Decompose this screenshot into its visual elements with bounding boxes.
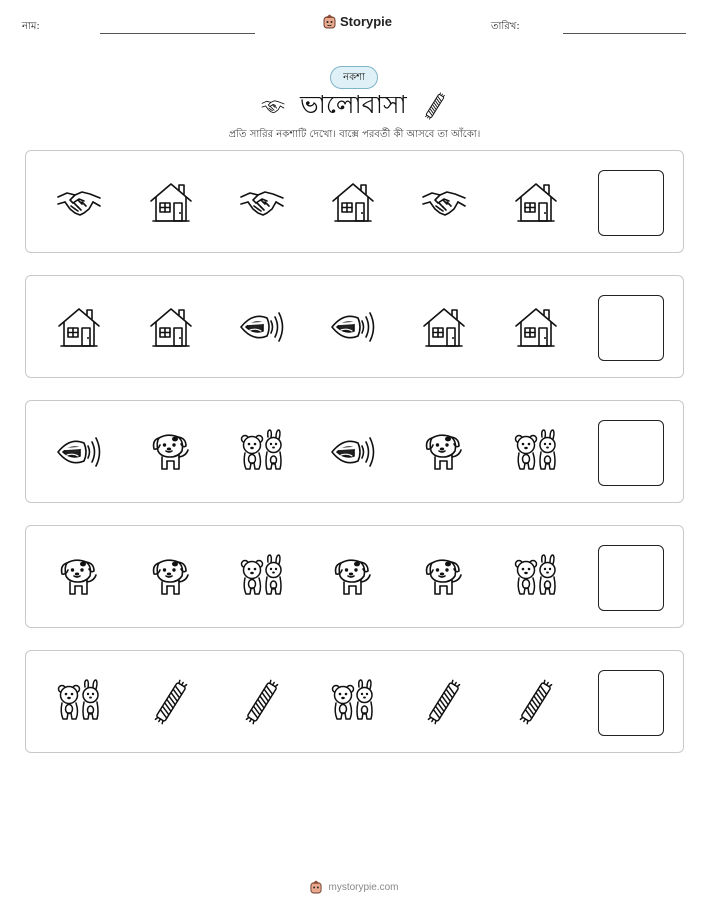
pattern-cell [56, 679, 102, 725]
pattern-cell [421, 679, 467, 725]
teddy-bear-bunny-icon [513, 554, 559, 600]
date-field-line[interactable] [563, 33, 686, 34]
answer-drawing-box[interactable] [598, 670, 664, 736]
pattern-cell [239, 179, 285, 225]
name-label: নাম: [22, 21, 40, 32]
pattern-row-2 [25, 275, 684, 378]
teddy-bear-bunny-icon [239, 554, 285, 600]
rope-icon [421, 90, 449, 122]
handshake-icon [421, 179, 467, 225]
pattern-cell [513, 429, 559, 475]
teddy-bear-bunny-icon [239, 429, 285, 475]
worksheet-title-row [0, 90, 709, 124]
speaking-mouth-icon [239, 304, 285, 350]
pattern-cell [330, 179, 376, 225]
teddy-bear-bunny-icon [330, 679, 376, 725]
puppy-icon [148, 554, 194, 600]
pattern-cell [148, 179, 194, 225]
house-icon [148, 179, 194, 225]
rope-icon [513, 679, 559, 725]
answer-drawing-box[interactable] [598, 545, 664, 611]
pattern-cell [56, 554, 102, 600]
puppy-icon [56, 554, 102, 600]
pattern-cell [148, 554, 194, 600]
pattern-cell [239, 554, 285, 600]
name-field-line[interactable] [100, 33, 255, 34]
pattern-cell [513, 554, 559, 600]
answer-drawing-box[interactable] [598, 295, 664, 361]
rope-icon [239, 679, 285, 725]
category-tag: নকশা [330, 66, 378, 89]
rope-icon [421, 679, 467, 725]
puppy-icon [421, 554, 467, 600]
pattern-cell [148, 429, 194, 475]
house-icon [513, 304, 559, 350]
pattern-cell [330, 429, 376, 475]
answer-drawing-box[interactable] [598, 420, 664, 486]
pattern-cell [56, 304, 102, 350]
pattern-cell [330, 679, 376, 725]
pattern-row-4 [25, 525, 684, 628]
pattern-cell [421, 554, 467, 600]
storypie-mascot-icon [323, 14, 336, 29]
brand-name: Storypie [340, 14, 393, 29]
pattern-cell [148, 679, 194, 725]
footer-site-link[interactable]: mystorypie.com [328, 881, 399, 893]
pattern-cell [421, 429, 467, 475]
handshake-icon [239, 179, 285, 225]
pattern-cell [513, 304, 559, 350]
rope-icon [148, 679, 194, 725]
pattern-cell [239, 679, 285, 725]
pattern-cell [56, 429, 102, 475]
pattern-cell [239, 429, 285, 475]
house-icon [148, 304, 194, 350]
house-icon [513, 179, 559, 225]
puppy-icon [330, 554, 376, 600]
instructions-text: প্রতি সারির নকশাটি দেখো। বাক্সে পরবর্তী কী আসবে তা আঁকো। [228, 129, 481, 140]
footer [0, 880, 709, 894]
pattern-cell [330, 554, 376, 600]
worksheet-title: ভালোবাসা [300, 90, 407, 119]
house-icon [56, 304, 102, 350]
brand-logo [323, 14, 392, 29]
speaking-mouth-icon [330, 429, 376, 475]
pattern-row-5 [25, 650, 684, 753]
speaking-mouth-icon [330, 304, 376, 350]
teddy-bear-bunny-icon [513, 429, 559, 475]
puppy-icon [148, 429, 194, 475]
pattern-cell [56, 179, 102, 225]
house-icon [330, 179, 376, 225]
pattern-row-1 [25, 150, 684, 253]
speaking-mouth-icon [56, 429, 102, 475]
handshake-icon [56, 179, 102, 225]
pattern-cell [330, 304, 376, 350]
handshake-icon [257, 94, 289, 118]
teddy-bear-bunny-icon [56, 679, 102, 725]
pattern-cell [421, 304, 467, 350]
house-icon [421, 304, 467, 350]
puppy-icon [421, 429, 467, 475]
pattern-cell [239, 304, 285, 350]
pattern-cell [148, 304, 194, 350]
date-label: তারিখ: [491, 21, 520, 32]
pattern-cell [513, 679, 559, 725]
answer-drawing-box[interactable] [598, 170, 664, 236]
pattern-cell [421, 179, 467, 225]
storypie-mascot-icon [310, 880, 322, 894]
pattern-row-3 [25, 400, 684, 503]
pattern-cell [513, 179, 559, 225]
